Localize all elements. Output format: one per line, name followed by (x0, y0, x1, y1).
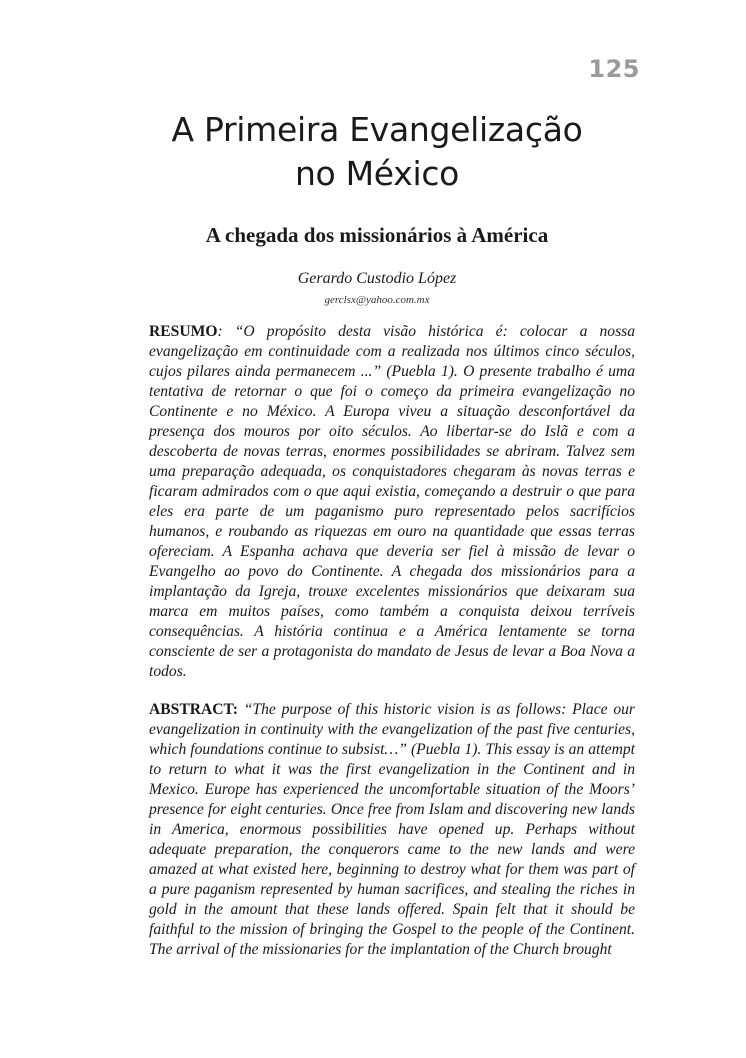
author-name: Gerardo Custodio López (297, 270, 457, 287)
author-email: gerclsx@yahoo.com.mx (324, 294, 430, 306)
article-subtitle: A chegada dos missionários à América (205, 223, 549, 247)
article-title (120, 108, 634, 196)
resumo-label: RESUMO (149, 323, 218, 340)
abstract-label: ABSTRACT: (149, 701, 238, 718)
abstract-paragraph (149, 700, 635, 960)
page-number: 125 (588, 55, 640, 83)
title-line-2: no México (294, 154, 460, 193)
resumo-paragraph (149, 322, 635, 682)
abstract-text: “The purpose of this historic vision is as follows: Place our evangelization in continuity with the evangelization of the past five centuries, which foundations continue to subsist…” (Puebla 1). This essay is an attempt to return to what it was the first evangelization in the Continent and in Mexico. Europe has experienced the uncomfortable situation of the Moors’ presence for eight centuries. Once free from Islam and discovering new lands in America, enormous possibilities have opened up. Perhaps without adequate preparation, the conquerors came to the new lands and were amazed at what existed here, beginning to destroy what for them was part of a pure paganism represented by human sacrifices, and stealing the riches in gold in the amount that these lands offered. Spain felt that it should be faithful to the mission of bringing the Gospel to the people of the Continent. The arrival of the missionaries for the implantation of the Church brought (149, 701, 636, 958)
resumo-separator: : (217, 323, 235, 340)
title-line-1: A Primeira Evangelização (171, 110, 583, 149)
resumo-text: “O propósito desta visão histórica é: colocar a nossa evangelização em continuidade com a realizada nos últimos cinco séculos, cujos pilares ainda permanecem ...” (Puebla 1). O presente trabalho é uma tentativa de retornar o que foi o começo da primeira evangelização no Continente e no México. A Europa viveu a situação desconfortável da presença dos mouros por oito séculos. Ao libertar-se do Islã e com a descoberta de novas terras, enormes possibilidades se abriram. Talvez sem uma preparação adequada, os conquistadores chegaram às novas terras e ficaram admirados com o que aqui existia, começando a destruir o que para eles era parte de um paganismo puro representado pelos sacrifícios humanos, e roubando as riquezas em ouro na quantidade que essas terras ofereciam. A Espanha achava que deveria ser fiel à missão de levar o Evangelho ao povo do Continente. A chegada dos missionários para a implantação da Igreja, trouxe excelentes missionários que deixaram sua marca em muitos países, como também a conquista deixou terríveis consequências. A história continua e a América lentamente se torna consciente de ser a protagonista do mandato de Jesus de levar a Boa Nova a todos. (149, 323, 635, 680)
